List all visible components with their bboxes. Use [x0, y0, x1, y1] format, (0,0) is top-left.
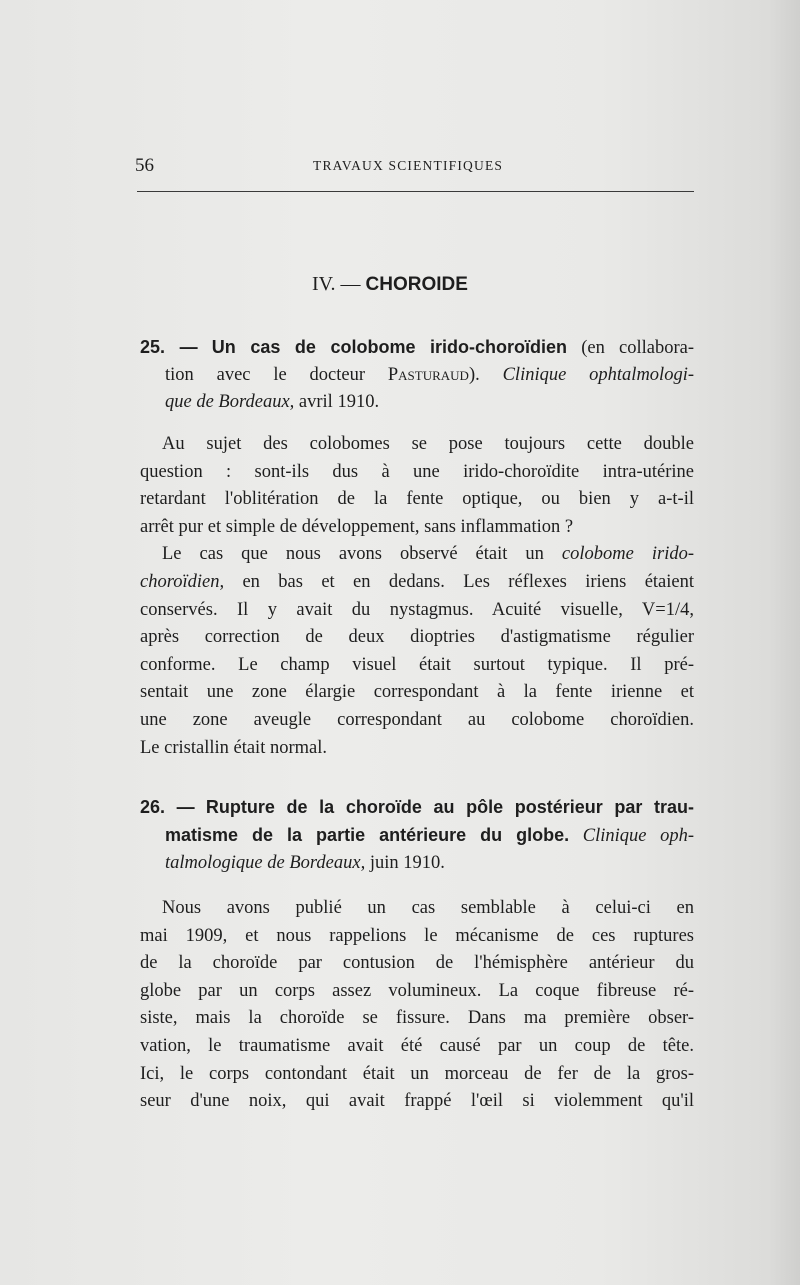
entry-25-journal: Clinique ophtalmologi- — [502, 365, 694, 385]
entry-25-date: avril 1910. — [294, 392, 380, 412]
entry-26-journal: Clinique oph- — [569, 826, 694, 846]
entry-26-journal-cont: talmologique de Bordeaux, — [165, 853, 366, 873]
paragraph-line: seur d'une noix, qui avait frappé l'œil si violemment qu'il — [140, 1091, 694, 1112]
paragraph-line: retardant l'oblitération de la fente optique, ou bien y a-t-il — [140, 489, 694, 510]
running-head — [135, 155, 695, 181]
entry-25-collab-text: tion avec le docteur — [165, 365, 388, 385]
entry-25-title: Un cas de colobome irido-choroïdien — [211, 337, 568, 357]
entry-26-line-1 — [140, 794, 694, 822]
paragraph-line: conservés. Il y avait du nystagmus. Acuité visuelle, V=1/4, — [140, 599, 694, 620]
paragraph-line: arrêt pur et simple de développement, sans inflammation ? — [140, 516, 574, 537]
section-heading — [312, 273, 468, 296]
entry-26-heading — [140, 794, 694, 877]
page-number: 56 — [135, 155, 154, 176]
section-number: IV. — — [312, 273, 361, 295]
paragraph-line — [140, 541, 694, 569]
entry-25-number: 25. — — [140, 337, 198, 357]
running-title: TRAVAUX SCIENTIFIQUES — [313, 158, 504, 173]
paragraph-line: conforme. Le champ visuel était surtout typique. Il pré- — [140, 654, 694, 675]
paragraph-line: de la choroïde par contusion de l'hémisphère antérieur du — [140, 953, 694, 974]
section-title: CHOROIDE — [365, 274, 468, 295]
paragraph-line: vation, le traumatisme avait été causé par un coup de tête. — [140, 1035, 694, 1056]
entry-26-line-3 — [140, 850, 694, 877]
entry-26-date: juin 1910. — [365, 853, 445, 873]
paragraph-line: question : sont-ils dus à une irido-choroïdite intra-utérine — [140, 461, 694, 482]
paragraph-line: sentait une zone élargie correspondant à la fente irienne et — [140, 682, 694, 703]
paragraph-italic: colobome irido- — [561, 544, 694, 565]
entry-26-line-2 — [140, 822, 694, 850]
entry-26-title: Rupture de la choroïde au pôle postérieur par trau- — [205, 797, 695, 817]
entry-26-number: 26. — — [140, 797, 195, 817]
entry-25-punct: ). — [468, 365, 503, 385]
entry-25-heading — [140, 334, 694, 416]
entry-25-line-2 — [140, 362, 694, 389]
paragraph-line: Nous avons publié un cas semblable à celui-ci en — [162, 898, 694, 918]
entry-25-line-3 — [140, 389, 694, 416]
entry-25-journal-cont: que de Bordeaux, — [165, 392, 295, 412]
paragraph-line: Ici, le corps contondant était un morceau de fer de la gros- — [140, 1063, 694, 1084]
paragraph-line: globe par un corps assez volumineux. La coque fibreuse ré- — [140, 980, 694, 1001]
paragraph-text: Le cas que nous avons observé était un — [162, 544, 562, 565]
entry-26-title-cont: matisme de la partie antérieure du globe. — [165, 825, 570, 845]
paragraph-text: en bas et en dedans. Les réflexes iriens étaient — [224, 571, 694, 592]
entry-25-author: Pasturaud — [387, 365, 469, 385]
paragraph-italic: choroïdien, — [140, 571, 225, 592]
entry-25-line-1 — [140, 334, 694, 362]
paragraph-line: après correction de deux dioptries d'astigmatisme régulier — [140, 627, 694, 648]
entry-25-collab: (en collabora- — [581, 338, 695, 358]
header-rule — [137, 191, 694, 192]
paragraph-line: Au sujet des colobomes se pose toujours cette double — [162, 434, 694, 454]
entry-26-body — [140, 895, 694, 1116]
paragraph-line: Le cristallin était normal. — [140, 737, 327, 758]
paragraph-line: siste, mais la choroïde se fissure. Dans ma première obser- — [140, 1008, 694, 1029]
entry-25-body — [140, 431, 694, 762]
paragraph-line: une zone aveugle correspondant au colobome choroïdien. — [140, 709, 694, 730]
paragraph-line: mai 1909, et nous rappelions le mécanisme de ces ruptures — [140, 925, 694, 946]
paragraph-line — [140, 569, 694, 597]
